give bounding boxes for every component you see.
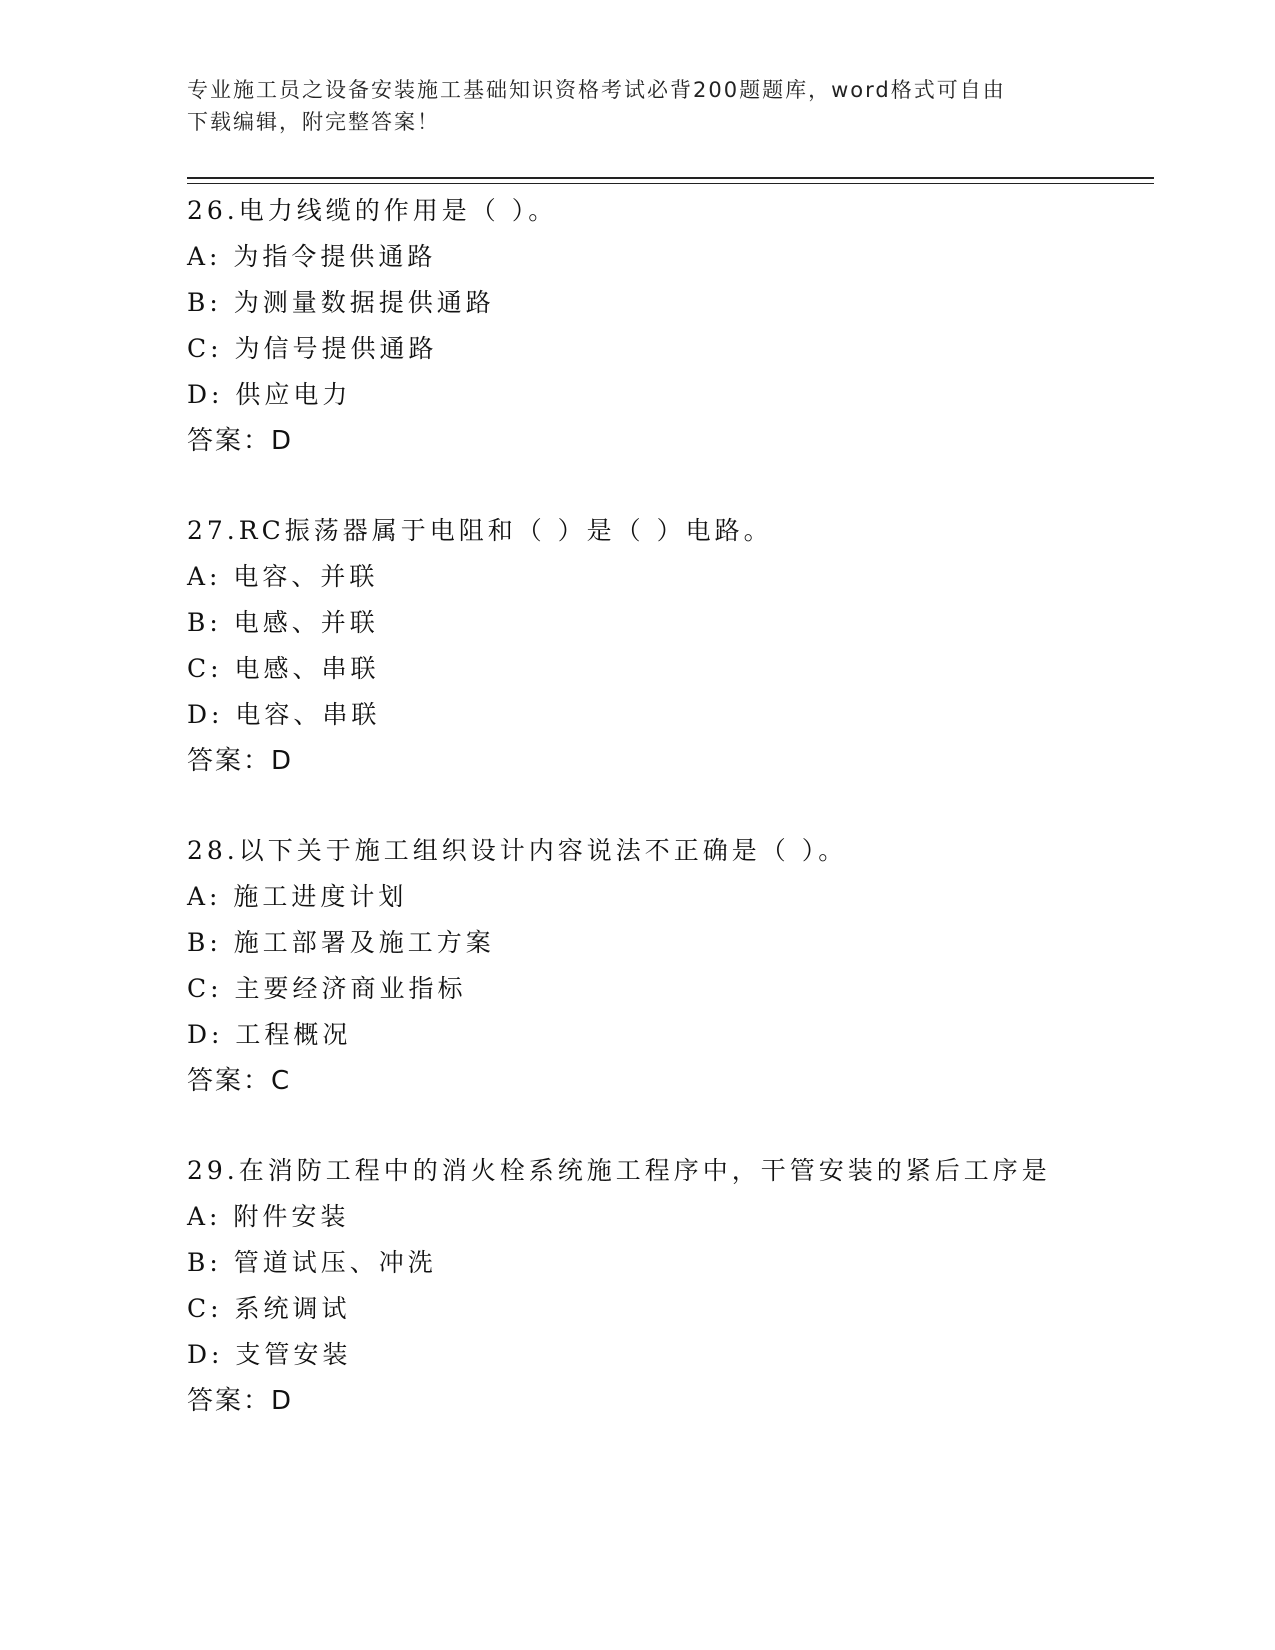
option-b: B: 电感、并联 — [187, 608, 379, 637]
option-c: C: 为信号提供通路 — [187, 334, 438, 363]
option-a: A: 施工进度计划 — [187, 882, 408, 911]
question-title: 26.电力线缆的作用是（ ）。 — [187, 196, 558, 225]
header-divider-thick — [187, 177, 1154, 179]
option-d: D: 工程概况 — [187, 1020, 352, 1049]
answer: 答案：C — [187, 1066, 292, 1096]
document-header — [187, 74, 1067, 138]
question-26 — [187, 188, 1154, 464]
option-b: B: 为测量数据提供通路 — [187, 288, 495, 317]
answer: 答案：D — [187, 746, 294, 776]
option-b: B: 管道试压、冲洗 — [187, 1248, 437, 1277]
header-line-2: 下载编辑，附完整答案！ — [187, 110, 440, 134]
header-divider-thin — [187, 183, 1154, 184]
answer: 答案：D — [187, 426, 294, 456]
answer: 答案：D — [187, 1386, 294, 1416]
option-b: B: 施工部署及施工方案 — [187, 928, 495, 957]
question-28 — [187, 828, 1154, 1104]
option-c: C: 电感、串联 — [187, 654, 380, 683]
option-a: A: 附件安装 — [187, 1202, 350, 1231]
option-d: D: 支管安装 — [187, 1340, 352, 1369]
option-d: D: 电容、串联 — [187, 700, 381, 729]
question-27 — [187, 508, 1154, 784]
header-line-1: 专业施工员之设备安装施工基础知识资格考试必背200题题库，word格式可自由 — [187, 78, 1006, 102]
option-c: C: 主要经济商业指标 — [187, 974, 467, 1003]
question-title: 29.在消防工程中的消火栓系统施工程序中，干管安装的紧后工序是 — [187, 1156, 1051, 1185]
option-a: A: 电容、并联 — [187, 562, 379, 591]
question-title: 27.RC振荡器属于电阻和（ ）是（ ）电路。 — [187, 516, 773, 545]
option-a: A: 为指令提供通路 — [187, 242, 437, 271]
question-29 — [187, 1148, 1154, 1424]
option-d: D: 供应电力 — [187, 380, 352, 409]
question-title: 28.以下关于施工组织设计内容说法不正确是（ ）。 — [187, 836, 848, 865]
option-c: C: 系统调试 — [187, 1294, 351, 1323]
